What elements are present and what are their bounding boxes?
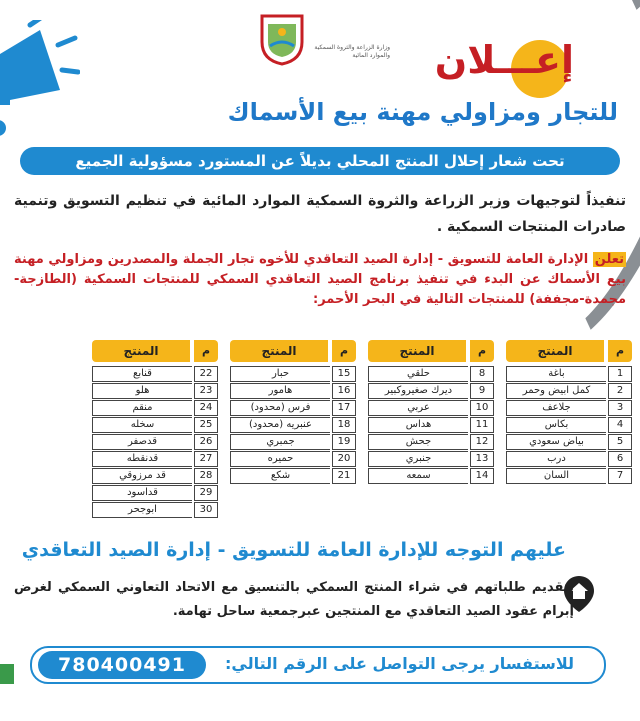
contact-bar <box>30 646 606 684</box>
ministry-name <box>300 44 390 60</box>
highlight-word: تعلن <box>594 252 624 267</box>
row-number: 7 <box>608 468 632 484</box>
row-number: 8 <box>470 366 494 382</box>
table-row <box>230 417 356 433</box>
row-number: 12 <box>470 434 494 450</box>
directive-heading: عليهم التوجه للإدارة العامة للتسويق - إدارة الصيد التعاقدي <box>21 539 566 561</box>
ministry-line1: وزارة الزراعة والثروة السمكية <box>314 44 390 51</box>
table-row <box>92 451 218 467</box>
table-row <box>506 366 632 382</box>
table-row <box>230 434 356 450</box>
products-table-1 <box>506 340 632 485</box>
table-row <box>92 366 218 382</box>
product-name: حميره <box>230 451 330 467</box>
product-name: جنبري <box>368 451 468 467</box>
table-row <box>92 485 218 501</box>
product-name: حلقي <box>368 366 468 382</box>
product-name: عربي <box>368 400 468 416</box>
row-number: 9 <box>470 383 494 399</box>
product-name: كمل ابيض وحمر <box>506 383 606 399</box>
row-number: 29 <box>194 485 218 501</box>
announce-subtitle: للتجار ومزاولي مهنة بيع الأسماك <box>227 98 618 126</box>
product-name: ديرك صغيروكبير <box>368 383 468 399</box>
row-number: 6 <box>608 451 632 467</box>
table-row <box>506 383 632 399</box>
announce-title: إعـــلان <box>434 38 574 82</box>
table-header <box>92 340 218 362</box>
announcement-text: الإدارة العامة للتسويق - إدارة الصيد التعاقدي للأخوه تجار الجملة والمصدرين ومزاولي مهنة بيع الأسماك عن البدء في تنفيذ برنامج الصيد التعاقدي السمكي للمنتجات السمكية (الطازجة-مجمدة-مجففة) للمنتجات التالية في البحر الأحمر: <box>14 252 626 307</box>
table-row <box>92 502 218 518</box>
products-table-2 <box>368 340 494 485</box>
table-header <box>506 340 632 362</box>
product-name: منقم <box>92 400 192 416</box>
product-name: بكاس <box>506 417 606 433</box>
table-row <box>230 383 356 399</box>
table-row <box>230 366 356 382</box>
table-row <box>230 468 356 484</box>
row-number: 26 <box>194 434 218 450</box>
slogan-bar: تحت شعار إحلال المنتج المحلي بديلاً عن المستورد مسؤولية الجميع <box>20 147 620 175</box>
row-number: 16 <box>332 383 356 399</box>
row-number: 19 <box>332 434 356 450</box>
num-header: م <box>608 340 632 362</box>
megaphone-icon <box>0 20 80 140</box>
product-name: هداس <box>368 417 468 433</box>
phone-number[interactable]: 780400491 <box>38 651 206 679</box>
row-number: 25 <box>194 417 218 433</box>
table-row <box>368 417 494 433</box>
table-row <box>506 468 632 484</box>
table-row <box>506 417 632 433</box>
product-name: حبار <box>230 366 330 382</box>
instructions-paragraph: لتقديم طلباتهم في شراء المنتج السمكي بالتنسيق مع الاتحاد التعاوني السمكي لغرض إبرام عقود الصيد التعاقدي مع المنتجين عبرجمعية ساحل تهامة. <box>14 580 574 619</box>
product-name: فرس (محدود) <box>230 400 330 416</box>
corner-logo-icon <box>0 660 18 690</box>
intro-paragraph: تنفيذاً لتوجيهات وزير الزراعة والثروة السمكية الموارد المائية في تنظيم التسويق وتنمية صادرات المنتجات السمكية . <box>14 193 626 235</box>
products-table-4 <box>92 340 218 519</box>
row-number: 1 <box>608 366 632 382</box>
product-name: سخله <box>92 417 192 433</box>
product-name: شكع <box>230 468 330 484</box>
row-number: 17 <box>332 400 356 416</box>
product-name: هامور <box>230 383 330 399</box>
num-header: م <box>194 340 218 362</box>
contact-text: للاستفسار يرجى التواصل على الرقم التالي: <box>225 654 574 673</box>
table-row <box>368 383 494 399</box>
table-row <box>368 434 494 450</box>
table-header <box>230 340 356 362</box>
announcement-paragraph <box>14 250 626 310</box>
row-number: 20 <box>332 451 356 467</box>
row-number: 13 <box>470 451 494 467</box>
products-tables <box>8 340 632 520</box>
product-name: باغة <box>506 366 606 382</box>
table-row <box>92 434 218 450</box>
table-row <box>368 366 494 382</box>
product-name: جلاعف <box>506 400 606 416</box>
product-header: المنتج <box>506 340 604 362</box>
ministry-line2: والموارد المائية <box>352 52 390 59</box>
row-number: 23 <box>194 383 218 399</box>
table-row <box>92 468 218 484</box>
product-name: قنابع <box>92 366 192 382</box>
table-row <box>368 400 494 416</box>
product-header: المنتج <box>230 340 328 362</box>
table-row <box>230 400 356 416</box>
product-name: عنبريه (محدود) <box>230 417 330 433</box>
table-row <box>506 451 632 467</box>
table-row <box>92 417 218 433</box>
row-number: 30 <box>194 502 218 518</box>
product-name: جمبري <box>230 434 330 450</box>
row-number: 14 <box>470 468 494 484</box>
table-row <box>506 434 632 450</box>
num-header: م <box>470 340 494 362</box>
table-row <box>92 383 218 399</box>
row-number: 18 <box>332 417 356 433</box>
product-name: جحش <box>368 434 468 450</box>
row-number: 4 <box>608 417 632 433</box>
row-number: 2 <box>608 383 632 399</box>
product-header: المنتج <box>92 340 190 362</box>
product-name: قدصفر <box>92 434 192 450</box>
product-name: سمعه <box>368 468 468 484</box>
table-header <box>368 340 494 362</box>
row-number: 21 <box>332 468 356 484</box>
product-name: قد مرزوقي <box>92 468 192 484</box>
products-table-3 <box>230 340 356 485</box>
row-number: 28 <box>194 468 218 484</box>
product-name: قدنقطه <box>92 451 192 467</box>
table-row <box>368 451 494 467</box>
product-name: ابوجحر <box>92 502 192 518</box>
table-row <box>230 451 356 467</box>
product-name: قداسود <box>92 485 192 501</box>
product-name: بياض سعودي <box>506 434 606 450</box>
table-row <box>506 400 632 416</box>
row-number: 3 <box>608 400 632 416</box>
table-row <box>92 400 218 416</box>
product-name: السان <box>506 468 606 484</box>
row-number: 27 <box>194 451 218 467</box>
table-row <box>368 468 494 484</box>
ministry-logo-icon <box>258 12 306 66</box>
row-number: 24 <box>194 400 218 416</box>
row-number: 15 <box>332 366 356 382</box>
row-number: 5 <box>608 434 632 450</box>
product-name: هلو <box>92 383 192 399</box>
row-number: 22 <box>194 366 218 382</box>
num-header: م <box>332 340 356 362</box>
product-header: المنتج <box>368 340 466 362</box>
row-number: 11 <box>470 417 494 433</box>
row-number: 10 <box>470 400 494 416</box>
product-name: درب <box>506 451 606 467</box>
